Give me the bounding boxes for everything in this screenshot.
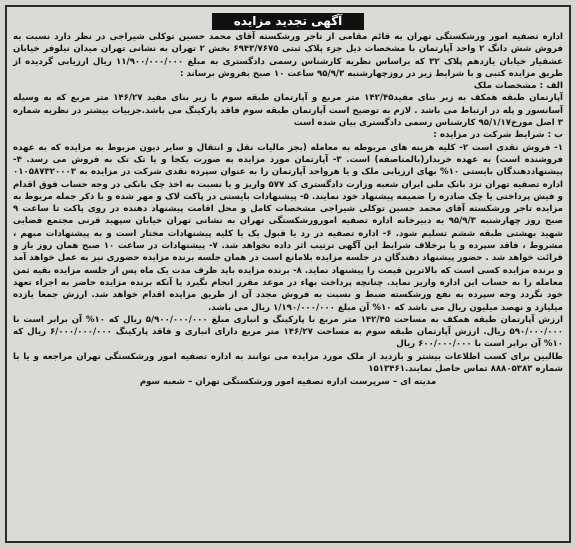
title-wrap	[13, 10, 563, 30]
notice-intro: اداره تصفیه امور ورشکستگی تهران به قائم مقامی از تاجر ورشکسته آقای محمد حسین توکلی شیراجی در نظر دارد نسبت به فروش شش دانگ ۲ واحد آپارتمان با مشخصات ذیل جزء پلاک ثبتی ۶۹۴۳/۷۶۷۵ بخش ۲ تهران به نشانی تهران میدان نیلوفر خیابان عشقیار خیابان یازدهم پلاک ۳۲ که براساس نظریه کارشناس رسمی دادگستری به مبلغ ۱۱/۹۰۰/۰۰۰/۰۰۰ ریال ارزیابی گردیده از طریق مزایده کتبی و با شرایط زیر در روزچهارشنبه ۹۵/۹/۳ ساعت ۱۰ صبح بفروش برساند :	[13, 32, 563, 79]
property-description: آپارتمان طبقه همکف به زیر بنای مفید۱۴۲/۴۵ متر مربع و آپارتمان طبقه سوم با زیر بنای مفید ۱۴۶/۲۷ متر مربع که به وسیله آسانسور و پله در ارتباط می باشد . لازم به توضیح است آپارتمان طبقه سوم فاقد پارکینگ می باشد.جزییات بیشتر در نظریه شماره ۳ اصل مورخ۹۵/۱/۱۷ کارشناس رسمی دادگستری بیان شده است	[13, 93, 564, 129]
auction-conditions: ۱- فروش نقدی است ۲- کلیه هزینه های مربوطه به معامله (بجز مالیات نقل و انتقال و سایر دیون مربوط به مزایده که به عهده فروشنده است) به عهده خریدار(بالمناصفه) است. ۳- آپارتمان مورد مزایده به صورت یکجا و یا تک تک به فروش می رسد. ۴- پیشنهاددهندگان بایستی ۱۰% بهای ارزیابی ملک و یا هرواحد آپارتمان را به عنوان سپرده نقدی شرکت در مزایده به ۰۱۰۵۸۷۳۲۰۰۰۳ اداره تصفیه تهران نزد بانک ملی ایران شعبه وزارت دادگستری کد ۵۷۷ واریز و یا نسبت به اخذ چک بانکی در وجه حساب فوق اقدام و فیش پرداختی یا چک صادره را ضمیمه پیشنهاد خود نمایند. ۵- پیشنهادات بایستی در پاکت لاک و مهر شده و با ذکر جمله مربوط به مزایده تاجر ورشکسته آقای محمد حسین توکلی شیراجی مشخصات کامل و محل اقامت پیشنهاد دهنده در روی پاکت تا ساعت ۹ صبح روز چهارشنبه ۹۵/۹/۳ به دبیرخانه اداره تصفیه امورورشکستگی تهران به نشانی تهران خیابان سپهبد قرنی مجتمع قضایی شهید بهشتی طبقه ششم تسلیم شود. ۶- اداره تصفیه در رد یا قبول یک یا کلیه پیشنهادات مختار است و به پیشنهادات مبهم ، مشروط ، فاقد سپرده و یا برخلاف شرایط این آگهی ترتیب اثر داده نخواهد شد. ۷- پیشنهادات در ساعت ۱۰ صبح همان روز باز و قرائت خواهد شد . حضور پیشنهاد دهندگان در جلسه مزایده بلامانع است در همان جلسه برنده مزایده حضوری نیز به عمل خواهد آمد و برنده مزایده کسی است که بالاترین قیمت را پیشنهاد نماید. ۸- برنده مزایده باید ظرف مدت یک ماه پس از جلسه مزایده بقیه ثمن معامله را به حساب این اداره واریز نماید. چنانچه پرداخت بهاء در موعد مقرر انجام نگیرد یا آنکه برنده مزایده حاضر به اجراء تعهد خود نگردد وجه سپرده به نفع ورشکسته ضبط و نسبت به فروش مجدد آن از طریق مزایده اقدام خواهد شد. ارزش جمعا یازده میلیارد و نهصد میلیون ریال می باشد که ۱۰% آن مبلغ ۱/۱۹۰/۰۰۰/۰۰۰ ریال می باشد.	[13, 142, 564, 313]
signature: مدیته ای – سرپرست اداره تصفیه امور ورشکستگی تهران – شعبه سوم	[139, 377, 437, 388]
notice-title: آگهی تجدید مزایده	[212, 13, 365, 30]
section-a-heading: الف : مشخصات ملک	[473, 81, 563, 92]
auction-notice	[5, 5, 571, 543]
section-b-heading: ب : شرایط شرکت در مزایده :	[433, 130, 563, 141]
valuation-details: ارزش آپارتمان طبقه همکف به مساحت ۱۴۲/۴۵ متر مربع با پارکینگ و انباری مبلغ ۵/۹۰۰/۰۰۰/۰۰۰ ریال که ۱۰% آن برابر است با ۵۹۰/۰۰۰/۰۰۰ ریال. ارزش آپارتمان طبقه سوم به مساحت ۱۴۶/۲۷ متر مربع دارای انباری و فاقد پارکینگ ۶/۰۰۰/۰۰۰/۰۰۰ ریال که ۱۰% آن برابر است با ۶۰۰/۰۰۰/۰۰۰ ریال	[13, 314, 563, 350]
contact-info: طالبین برای کسب اطلاعات بیشتر و بازدید از ملک مورد مزایده می توانند به اداره تصفیه امور ورشکستگی تهران مراجعه و یا با شماره ۸۸۸۰۵۳۸۳ تماس حاصل نمایند.۱۵۱۳۴۶۱	[13, 351, 563, 375]
